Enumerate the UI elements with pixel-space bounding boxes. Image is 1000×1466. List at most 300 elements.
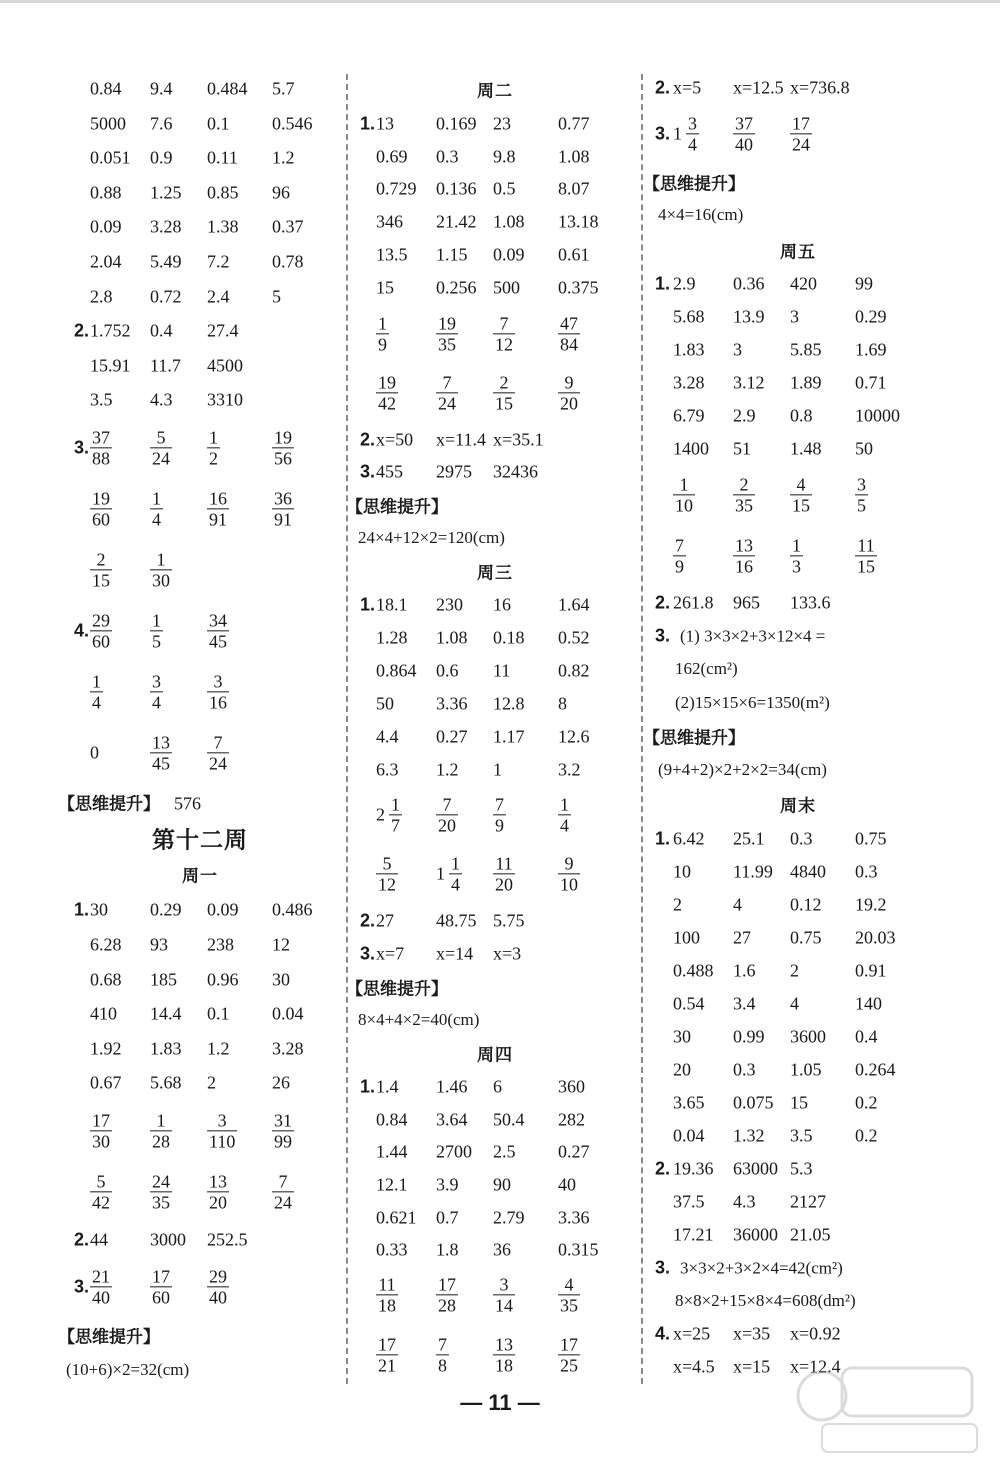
fraction-denominator: 8: [438, 1355, 447, 1376]
fraction-numerator: 17: [92, 1110, 110, 1131]
answer-cell: [558, 372, 580, 413]
answer-value: 0.256: [436, 277, 477, 298]
fraction: [207, 671, 229, 712]
fraction-denominator: 45: [152, 753, 170, 774]
answer-row: [70, 540, 350, 600]
answer-value: 1.25: [150, 182, 182, 203]
answer-value: 2.79: [493, 1207, 525, 1228]
formula-line: [358, 1010, 479, 1030]
fraction: [790, 113, 812, 154]
answer-cell: [436, 853, 462, 894]
answer-value: 3.9: [436, 1174, 459, 1195]
answer-value: 0.9: [150, 147, 173, 168]
formula-line: [658, 760, 827, 780]
question-number: 1.: [655, 273, 671, 294]
thinking-answer: 576: [174, 793, 201, 814]
answer-value: 30: [673, 1026, 691, 1047]
fraction-denominator: 20: [438, 815, 456, 836]
answer-value: 3.12: [733, 372, 765, 393]
answer-value: 1.08: [558, 146, 590, 167]
question-number: 3.: [655, 123, 671, 144]
fraction: [733, 474, 755, 515]
thinking-section: [58, 1323, 160, 1348]
fraction: [686, 113, 699, 154]
fraction: [493, 313, 515, 354]
fraction: [150, 1110, 172, 1151]
answer-value: 0.91: [855, 960, 887, 981]
fraction: [150, 1266, 172, 1307]
answer-cell: [90, 549, 112, 590]
answer-cell: [790, 113, 812, 154]
answer-cell: [558, 794, 571, 835]
answer-value: 1.92: [90, 1038, 122, 1059]
answer-value: 0.84: [376, 1109, 408, 1130]
fraction-numerator: 29: [92, 610, 110, 631]
answer-value: 63000: [733, 1158, 778, 1179]
answer-value: 0.29: [855, 306, 887, 327]
fraction: [436, 372, 458, 413]
answer-value: 13: [376, 113, 394, 134]
answer-value: 0.1: [207, 113, 230, 134]
answer-value: 48.75: [436, 910, 477, 931]
day-heading: 周末: [780, 796, 816, 816]
answer-value: x=35: [733, 1323, 771, 1344]
answer-value: 0.09: [90, 216, 122, 237]
answer-cell: [733, 113, 755, 154]
answer-value: 1400: [673, 438, 709, 459]
answer-cell: [673, 474, 695, 515]
fraction-numerator: 17: [438, 1274, 456, 1295]
answer-cell: [90, 1230, 108, 1251]
answer-value: 0.136: [436, 178, 477, 199]
fraction-numerator: 5: [96, 1171, 106, 1192]
fraction-numerator: 7: [499, 313, 509, 334]
fraction-numerator: 11: [857, 535, 875, 556]
thinking-section: [58, 790, 201, 815]
fraction: [558, 313, 580, 354]
mixed-number: [673, 113, 699, 154]
answer-cell: [376, 760, 399, 781]
question-number: 2.: [655, 592, 671, 613]
fraction-numerator: 7: [278, 1171, 288, 1192]
fraction-denominator: 28: [152, 1131, 170, 1152]
answer-cell: [90, 1171, 112, 1212]
fraction: [558, 1274, 580, 1315]
answer-value: x=11.4: [436, 429, 486, 450]
answer-value: 6: [493, 1076, 502, 1097]
answer-cell: [673, 78, 701, 99]
answer-cell: [376, 313, 389, 354]
fraction-numerator: 36: [274, 488, 292, 509]
fraction-denominator: 40: [209, 1287, 227, 1308]
answer-value: 0.27: [436, 726, 468, 747]
answer-value: 13.18: [558, 211, 599, 232]
answer-value: 3.2: [558, 759, 581, 780]
answer-value: 0.3: [790, 828, 813, 849]
fraction-denominator: 20: [209, 1192, 227, 1213]
question-number: 1.: [360, 1076, 376, 1097]
answer-value: 4: [790, 993, 799, 1014]
answer-value: 1.46: [436, 1076, 468, 1097]
answer-value: x=25: [673, 1323, 711, 1344]
fraction: [150, 610, 163, 651]
fraction: [790, 474, 812, 515]
answer-cell: [673, 1357, 715, 1378]
answer-cell: [436, 372, 458, 413]
week-title: 第十二周: [152, 827, 248, 853]
day-heading: 周四: [477, 1045, 513, 1065]
answer-cell: [272, 1171, 294, 1212]
answer-value: 1.89: [790, 372, 822, 393]
fraction: [558, 853, 580, 894]
answer-cell: [376, 1334, 398, 1375]
fraction: [207, 610, 229, 651]
answer-cell: [376, 278, 394, 299]
fraction-numerator: 2: [96, 549, 106, 570]
fraction-numerator: 21: [92, 1266, 110, 1287]
fraction-numerator: 7: [442, 372, 452, 393]
answer-value: 50: [376, 693, 394, 714]
fraction-numerator: 17: [378, 1334, 396, 1355]
fraction: [207, 1171, 229, 1212]
fraction-numerator: 5: [382, 853, 392, 874]
formula-text: 162(cm²): [675, 659, 738, 678]
fraction-numerator: 37: [92, 427, 110, 448]
answer-cell: [855, 474, 868, 515]
answer-value: 1: [493, 759, 502, 780]
formula-text: 8×4+4×2=40(cm): [358, 1010, 480, 1029]
fraction-numerator: 1: [451, 853, 460, 874]
fraction: [150, 671, 163, 712]
fraction-denominator: 10: [675, 495, 693, 516]
fraction-denominator: 42: [92, 1192, 110, 1213]
answer-value: 3.65: [673, 1092, 705, 1113]
answer-value: 2: [673, 894, 682, 915]
answer-cell: [90, 390, 113, 411]
fraction: [436, 1334, 449, 1375]
fraction-numerator: 34: [209, 610, 227, 631]
answer-cell: [493, 313, 515, 354]
answer-value: 5.85: [790, 339, 822, 360]
answer-value: 2975: [436, 461, 472, 482]
fraction: [90, 1110, 112, 1151]
answer-cell: [558, 278, 599, 299]
answer-value: 3.28: [673, 372, 705, 393]
fraction-denominator: 4: [560, 815, 569, 836]
fraction: [376, 372, 398, 413]
answer-value: 36000: [733, 1224, 778, 1245]
fraction-denominator: 24: [152, 448, 170, 469]
answer-value: 1.83: [673, 339, 705, 360]
answer-value: 0.6: [436, 660, 459, 681]
fraction-numerator: 17: [792, 113, 810, 134]
answer-value: 6.42: [673, 828, 705, 849]
answer-value: x=14: [436, 943, 474, 964]
answer-value: 23: [493, 113, 511, 134]
answer-cell: [558, 1240, 599, 1261]
answer-value: 0: [90, 742, 99, 763]
mixed-whole: 1: [436, 863, 445, 884]
day-heading: 周一: [182, 866, 218, 886]
answer-cell: [150, 1110, 172, 1151]
answer-cell: [673, 113, 699, 154]
answer-value: 17.21: [673, 1224, 714, 1245]
fraction-numerator: 1: [792, 535, 801, 556]
answer-value: 1.17: [493, 726, 525, 747]
answer-value: 0.78: [272, 251, 304, 272]
top-border: [0, 0, 1000, 3]
fraction: [207, 1266, 229, 1307]
answer-value: 0.075: [733, 1092, 774, 1113]
answer-row: [655, 1205, 935, 1265]
fraction: [855, 535, 877, 576]
answer-value: 7.6: [150, 113, 173, 134]
answer-value: 19.36: [673, 1158, 714, 1179]
answer-value: 420: [790, 273, 817, 294]
answer-value: 346: [376, 211, 403, 232]
answer-value: 3000: [150, 1229, 186, 1250]
answer-value: 10: [673, 861, 691, 882]
answer-cell: [272, 1073, 290, 1094]
answer-cell: [493, 372, 515, 413]
answer-value: 30: [272, 969, 290, 990]
answer-value: 9.8: [493, 146, 516, 167]
fraction-denominator: 24: [438, 393, 456, 414]
fraction: [90, 1171, 112, 1212]
answer-value: 0.2: [855, 1092, 878, 1113]
fraction: [150, 427, 172, 468]
answer-cell: [90, 1266, 112, 1307]
answer-value: 9.4: [150, 78, 173, 99]
answer-value: 1.83: [150, 1038, 182, 1059]
answer-value: 11.99: [733, 861, 773, 882]
answer-cell: [436, 760, 459, 781]
question-number: 3.: [655, 1257, 671, 1278]
answer-value: 1.32: [733, 1125, 765, 1146]
answer-value: 140: [855, 993, 882, 1014]
answer-value: 5.7: [272, 78, 295, 99]
answer-value: 2.8: [90, 286, 113, 307]
fraction-denominator: 45: [209, 631, 227, 652]
fraction: [449, 853, 462, 894]
answer-cell: [90, 610, 112, 651]
answer-value: 5.3: [790, 1158, 813, 1179]
answer-value: 1.05: [790, 1059, 822, 1080]
answer-value: 40: [558, 1174, 576, 1195]
answer-value: 0.67: [90, 1072, 122, 1093]
fraction-numerator: 3: [217, 1110, 227, 1131]
answer-value: 0.621: [376, 1207, 417, 1228]
fraction-numerator: 17: [152, 1266, 170, 1287]
answer-value: x=0.92: [790, 1323, 841, 1344]
fraction: [272, 488, 294, 529]
answer-value: 0.12: [790, 894, 822, 915]
fraction-denominator: 110: [209, 1131, 236, 1152]
question-number: 1.: [360, 594, 376, 615]
answer-cell: [272, 427, 294, 468]
answer-cell: [150, 610, 163, 651]
fraction-numerator: 9: [564, 853, 574, 874]
watermark-logo: [782, 1366, 982, 1456]
answer-cell: [493, 278, 520, 299]
answer-value: x=50: [376, 429, 414, 450]
fraction-numerator: 3: [152, 671, 161, 692]
answer-value: 14.4: [150, 1003, 182, 1024]
answer-value: 6.3: [376, 759, 399, 780]
fraction-numerator: 37: [735, 113, 753, 134]
answer-value: 0.61: [558, 244, 590, 265]
answer-value: 2.5: [493, 1141, 516, 1162]
answer-value: 261.8: [673, 592, 714, 613]
answer-value: 0.04: [272, 1003, 304, 1024]
answer-cell: [733, 1225, 778, 1246]
answer-value: 2: [790, 960, 799, 981]
answer-value: 0.729: [376, 178, 417, 199]
answer-cell: [150, 390, 173, 411]
thinking-section: [643, 170, 745, 195]
answer-value: 5000: [90, 113, 126, 134]
answer-value: 1.64: [558, 594, 590, 615]
question-number: 2.: [74, 1229, 90, 1250]
fraction: [207, 732, 229, 773]
answer-cell: [493, 760, 502, 781]
answer-value: 455: [376, 461, 403, 482]
answer-value: 90: [493, 1174, 511, 1195]
answer-value: 238: [207, 934, 234, 955]
answer-value: 0.72: [150, 286, 182, 307]
answer-value: 4840: [790, 861, 826, 882]
fraction-denominator: 35: [735, 495, 753, 516]
answer-value: 21.05: [790, 1224, 831, 1245]
answer-cell: [207, 610, 229, 651]
answer-value: 3.28: [272, 1038, 304, 1059]
question-number: 2.: [655, 77, 671, 98]
answer-value: x=35.1: [493, 429, 544, 450]
answer-cell: [493, 853, 515, 894]
fraction-denominator: 18: [378, 1295, 396, 1316]
answer-cell: [150, 732, 172, 773]
fraction-denominator: 12: [495, 334, 513, 355]
fraction: [790, 535, 803, 576]
fraction: [150, 488, 163, 529]
mixed-number: [376, 794, 402, 835]
question-number: 4.: [74, 620, 90, 641]
question-number: 3.: [360, 461, 376, 482]
answer-value: 13.5: [376, 244, 408, 265]
answer-cell: [436, 1240, 459, 1261]
fraction-numerator: 1: [92, 671, 101, 692]
fraction: [207, 488, 229, 529]
formula-text: (2)15×15×6=1350(m²): [675, 693, 830, 712]
answer-value: 3: [733, 339, 742, 360]
question-number: 1.: [74, 899, 90, 920]
answer-value: 0.96: [207, 969, 239, 990]
answer-value: 27.4: [207, 320, 239, 341]
day-heading: 周五: [780, 242, 816, 262]
fraction-numerator: 3: [857, 474, 866, 495]
fraction-denominator: 14: [495, 1295, 513, 1316]
formula-line: [66, 1360, 189, 1380]
fraction: [90, 1266, 112, 1307]
answer-row: [655, 465, 935, 525]
fraction: [272, 427, 294, 468]
answer-cell: [790, 1225, 831, 1246]
fraction-denominator: 91: [274, 509, 292, 530]
fraction: [493, 794, 506, 835]
answer-value: 1.08: [436, 627, 468, 648]
fraction-denominator: 35: [438, 334, 456, 355]
answer-cell: [376, 1240, 408, 1261]
fraction-denominator: 9: [675, 556, 684, 577]
fraction-numerator: 3: [688, 113, 697, 134]
fraction-numerator: 29: [209, 1266, 227, 1287]
answer-value: 5.49: [150, 251, 182, 272]
fraction: [376, 853, 398, 894]
answer-value: 0.75: [790, 927, 822, 948]
answer-cell: [207, 1230, 248, 1251]
thinking-label: 【思维提升】: [643, 728, 745, 748]
answer-value: 3.5: [790, 1125, 813, 1146]
answer-value: 0.37: [272, 216, 304, 237]
answer-value: 1.2: [436, 759, 459, 780]
fraction-numerator: 17: [560, 1334, 578, 1355]
answer-value: 16: [493, 594, 511, 615]
fraction-numerator: 7: [438, 1334, 447, 1355]
fraction-numerator: 11: [378, 1274, 396, 1295]
fraction-numerator: 2: [499, 372, 509, 393]
answer-cell: [207, 1073, 216, 1094]
fraction: [90, 671, 103, 712]
answer-row: [358, 304, 638, 364]
fraction-denominator: 16: [735, 556, 753, 577]
fraction-numerator: 2: [739, 474, 749, 495]
fraction: [436, 794, 458, 835]
answer-value: 3.36: [558, 1207, 590, 1228]
answer-value: 15: [376, 277, 394, 298]
mixed-whole: 1: [673, 123, 682, 144]
fraction-numerator: 19: [92, 488, 110, 509]
fraction: [558, 1334, 580, 1375]
answer-cell: [436, 1274, 458, 1315]
answer-cell: [90, 671, 103, 712]
fraction-denominator: 60: [92, 509, 110, 530]
fraction-numerator: 7: [495, 794, 504, 815]
answer-cell: [207, 390, 243, 411]
answer-value: 18.1: [376, 594, 408, 615]
answer-cell: [493, 1240, 511, 1261]
fraction: [90, 549, 112, 590]
answer-value: 4: [733, 894, 742, 915]
answer-cell: [376, 944, 404, 965]
answer-cell: [207, 1171, 229, 1212]
answer-cell: [436, 1334, 449, 1375]
day-heading: 周二: [477, 81, 513, 101]
answer-cell: [790, 78, 850, 99]
fraction-denominator: 99: [274, 1131, 292, 1152]
answer-value: 0.18: [493, 627, 525, 648]
question-number: 4.: [655, 1323, 671, 1344]
fraction-denominator: 2: [209, 448, 218, 469]
fraction: [90, 488, 112, 529]
fraction: [733, 535, 755, 576]
answer-cell: [150, 1073, 182, 1094]
question-number: 2.: [74, 320, 90, 341]
answer-value: 11.7: [150, 355, 181, 376]
answer-value: 99: [855, 273, 873, 294]
answer-cell: [733, 78, 784, 99]
question-number: 3.: [74, 437, 90, 458]
formula-line: [655, 1258, 843, 1279]
